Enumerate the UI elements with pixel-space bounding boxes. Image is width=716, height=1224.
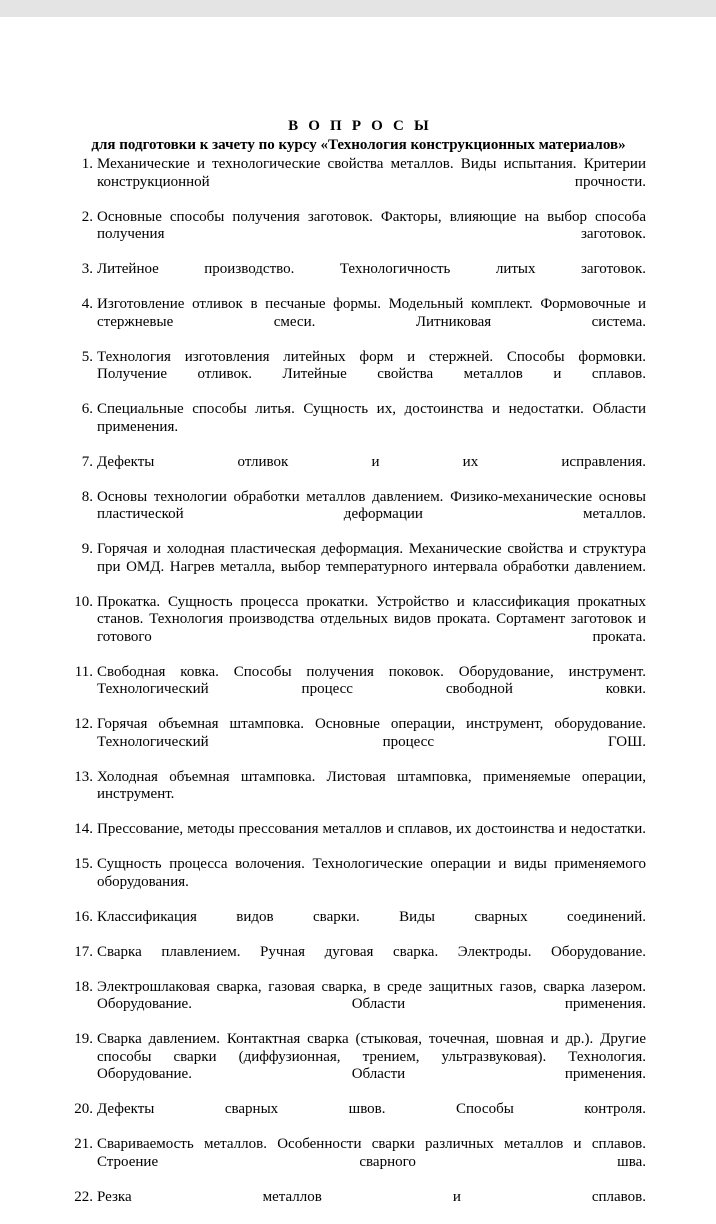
question-number: 1. <box>81 156 93 172</box>
question-text: Основные способы получения заготовок. Факторы, влияющие на выбор способа получения заготовок. <box>97 208 646 242</box>
question-text: Изготовление отливок в песчаные формы. Модельный комплект. Формовочные и стержневые смеси. Литниковая система. <box>97 296 646 330</box>
question-text: Сущность процесса волочения. Технологические операции и виды применяемого оборудования. <box>97 856 646 890</box>
question-text: Литейное производство. Технологичность литых заготовок. <box>97 261 646 277</box>
question-item <box>71 594 646 664</box>
page-body <box>71 118 646 1224</box>
question-text: Механические и технологические свойства металлов. Виды испытания. Критерии конструкционной прочности. <box>97 156 646 190</box>
question-number: 5. <box>81 348 93 365</box>
question-item <box>71 489 646 542</box>
question-item <box>71 1031 646 1101</box>
question-text: Свариваемость металлов. Особенности сварки различных металлов и сплавов. Строение сварного шва. <box>97 1136 646 1170</box>
question-number: 13. <box>74 768 93 785</box>
question-number: 4. <box>81 296 93 312</box>
question-number: 21. <box>74 1136 93 1152</box>
question-text: Электрошлаковая сварка, газовая сварка, в среде защитных газов, сварка лазером. Оборудование. Области применения. <box>97 978 646 1012</box>
question-text: Холодная объемная штамповка. Листовая штамповка, применяемые операции, инструмент. <box>97 768 646 802</box>
question-number: 11. <box>74 663 93 680</box>
question-number: 10. <box>74 593 93 610</box>
question-number: 22. <box>74 1188 93 1205</box>
question-item <box>71 944 646 979</box>
question-item <box>71 769 646 822</box>
question-item <box>71 1101 646 1136</box>
question-number: 2. <box>81 208 93 225</box>
question-text: Дефекты отливок и их исправления. <box>97 453 646 470</box>
question-item <box>71 261 646 296</box>
page-subtitle: для подготовки к зачету по курсу «Технология конструкционных материалов» <box>91 136 626 153</box>
question-text: Сварка плавлением. Ручная дуговая сварка. Электроды. Оборудование. <box>97 943 646 960</box>
question-number: 6. <box>81 401 93 417</box>
question-number: 14. <box>74 821 93 837</box>
document-heading <box>71 118 646 154</box>
question-number: 16. <box>74 908 93 925</box>
question-item <box>71 821 646 856</box>
question-text: Сварка давлением. Контактная сварка (стыковая, точечная, шовная и др.). Другие способы сварки (диффузионная, трением, ультразвуковая). Технология. Оборудование. Области применения. <box>97 1031 646 1082</box>
question-item <box>71 1136 646 1189</box>
question-number: 15. <box>74 856 93 872</box>
question-number: 8. <box>81 488 93 505</box>
question-item <box>71 664 646 717</box>
question-number: 18. <box>74 978 93 995</box>
question-text: Горячая объемная штамповка. Основные операции, инструмент, оборудование. Технологический процесс ГОШ. <box>97 716 646 750</box>
question-item <box>71 349 646 402</box>
question-text: Технология изготовления литейных форм и стержней. Способы формовки. Получение отливок. Литейные свойства металлов и сплавов. <box>97 348 646 382</box>
question-item <box>71 716 646 769</box>
question-text: Основы технологии обработки металлов давлением. Физико-механические основы пластической деформации металлов. <box>97 488 646 522</box>
document-page <box>0 17 716 1205</box>
question-text: Дефекты сварных швов. Способы контроля. <box>97 1101 646 1117</box>
question-text: Специальные способы литья. Сущность их, достоинства и недостатки. Области применения. <box>97 401 646 435</box>
question-item <box>71 541 646 594</box>
viewer-top-band <box>0 0 716 17</box>
question-list <box>71 156 646 1224</box>
question-item <box>71 401 646 454</box>
question-number: 17. <box>74 943 93 960</box>
question-text: Прокатка. Сущность процесса прокатки. Устройство и классификация прокатных станов. Технология производства отдельных видов проката. Сортамент заготовок и готового проката. <box>97 593 646 645</box>
question-item <box>71 296 646 349</box>
question-text: Горячая и холодная пластическая деформация. Механические свойства и структура при ОМД. Нагрев металла, выбор температурного интервала обработки давлением. <box>97 541 646 575</box>
question-number: 9. <box>81 541 93 557</box>
page-title: В О П Р О С Ы <box>288 118 432 134</box>
question-number: 19. <box>74 1031 93 1047</box>
question-item <box>71 909 646 944</box>
question-item <box>71 156 646 209</box>
question-item <box>71 454 646 489</box>
question-number: 20. <box>74 1101 93 1117</box>
question-item <box>71 1189 646 1224</box>
question-number: 7. <box>81 453 93 470</box>
question-text: Прессование, методы прессования металлов и сплавов, их достоинства и недостатки. <box>97 821 646 837</box>
question-item <box>71 209 646 262</box>
question-number: 3. <box>81 261 93 277</box>
question-text: Свободная ковка. Способы получения поковок. Оборудование, инструмент. Технологический процесс свободной ковки. <box>97 663 646 697</box>
question-text: Классификация видов сварки. Виды сварных соединений. <box>97 908 646 925</box>
question-item <box>71 856 646 909</box>
question-item <box>71 979 646 1032</box>
question-text: Резка металлов и сплавов. <box>97 1188 646 1205</box>
question-number: 12. <box>74 716 93 732</box>
